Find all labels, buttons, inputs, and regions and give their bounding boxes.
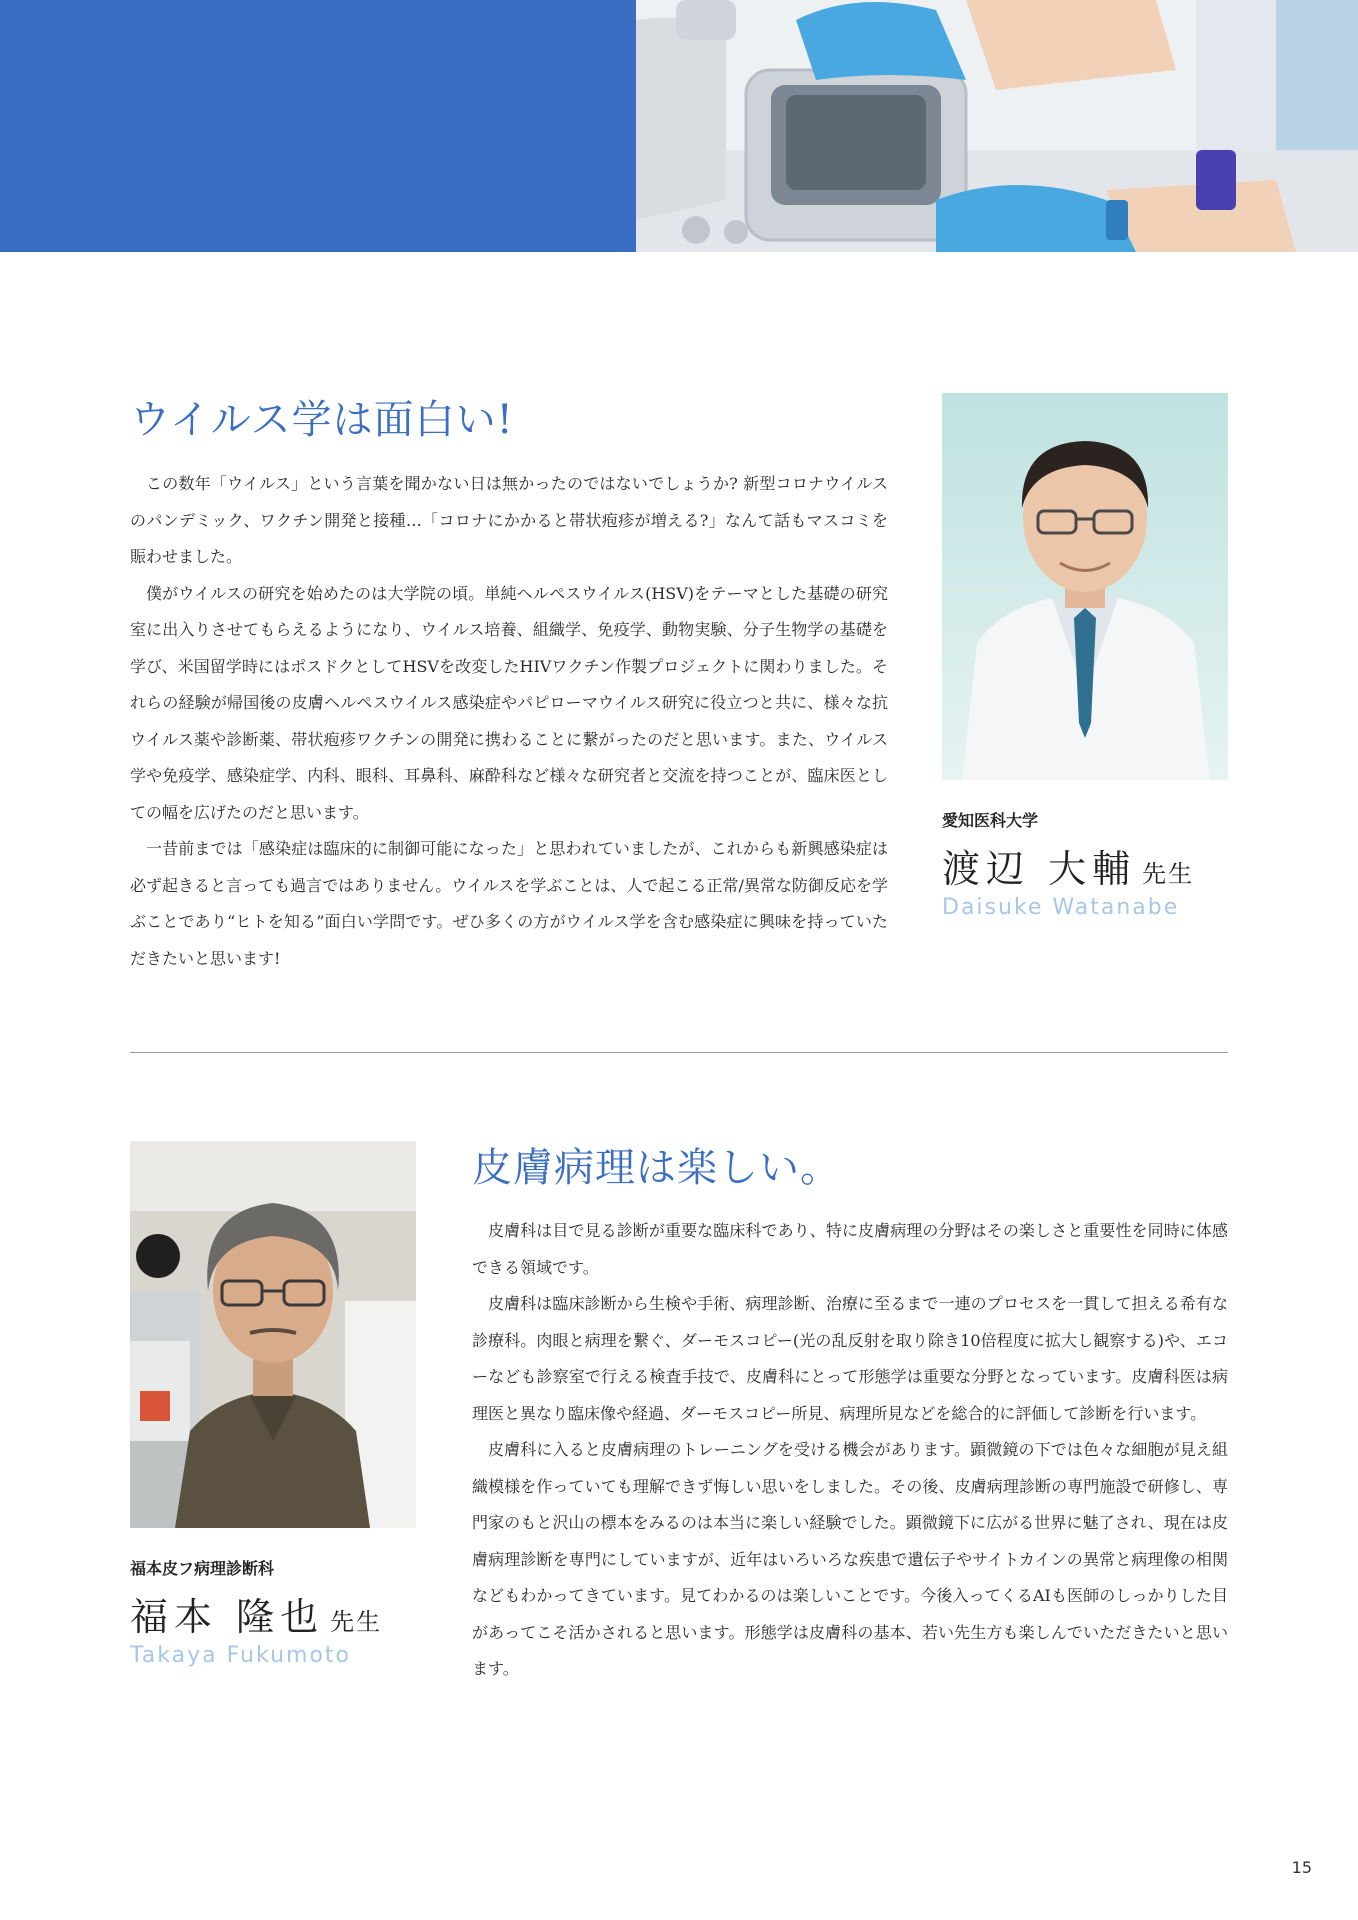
header-color-band [0, 0, 636, 252]
section1-paragraph: この数年「ウイルス」という言葉を聞かない日は無かったのではないでしょうか? 新型コロナウイルスのパンデミック、ワクチン開発と接種…「コロナにかかると帯状疱疹が増える?」なんて話もマスコミを賑わせました。 [130, 474, 888, 566]
fukumoto-name-text: 福本 隆也 [130, 1595, 325, 1639]
section2-paragraph: 皮膚科に入ると皮膚病理のトレーニングを受ける機会があります。顕微鏡の下では色々な細胞が見え組織模様を作っていても理解できず悔しい思いをしました。その後、皮膚病理診断の専門施設で研修し、専門家のもと沢山の標本をみるのは本当に楽しい経験でした。顕微鏡下に広がる世界に魅了され、現在は皮膚病理診断を専門にしていますが、近年はいろいろな疾患で遺伝子やサイトカインの異常と病理像の相関などもわかってきています。見てわかるのは楽しいことです。今後入ってくるAIも医師のしっかりした目があってこそ活かされると思います。形態学は皮膚科の基本、若い先生方も楽しんでいただきたいと思います。 [472, 1440, 1228, 1678]
gloved-hands-medical-device-image [636, 0, 1358, 252]
fukumoto-portrait [130, 1141, 416, 1528]
watanabe-name [942, 838, 1194, 893]
section1-title: ウイルス学は面白い! [130, 397, 514, 443]
section2-paragraph: 皮膚科は目で見る診断が重要な臨床科であり、特に皮膚病理の分野はその楽しさと重要性を同時に体感できる領域です。 [472, 1221, 1228, 1277]
fukumoto-name [130, 1586, 382, 1641]
section2-title: 皮膚病理は楽しい。 [472, 1145, 841, 1191]
watanabe-honorific: 先生 [1142, 860, 1195, 888]
watanabe-romaji: Daisuke Watanabe [942, 895, 1180, 920]
doctor-portrait-microscope-lab-image [130, 1141, 416, 1528]
section1-paragraph: 僕がウイルスの研究を始めたのは大学院の頃。単純ヘルペスウイルス(HSV)をテーマとした基礎の研究室に出入りさせてもらえるようになり、ウイルス培養、組織学、免疫学、動物実験、分子生物学の基礎を学び、米国留学時にはポスドクとしてHSVを改変したHIVワクチン作製プロジェクトに関わりました。それらの経験が帰国後の皮膚ヘルペスウイルス感染症やパピローマウイルス研究に役立つと共に、様々な抗ウイルス薬や診断薬、帯状疱疹ワクチンの開発に携わることに繋がったのだと思います。また、ウイルス学や免疫学、感染症学、内科、眼科、耳鼻科、麻酔科など様々な研究者と交流を持つことが、臨床医としての幅を広げたのだと思います。 [130, 583, 888, 822]
section-divider [130, 1052, 1228, 1053]
section1-paragraph: 一昔前までは「感染症は臨床的に制御可能になった」と思われていましたが、これからも新興感染症は必ず起きると言っても過言ではありません。ウイルスを学ぶことは、人で起こる正常/異常な防御反応を学ぶことであり“ヒトを知る”面白い学問です。ぜひ多くの方がウイルス学を含む感染症に興味を持っていただきたいと思います! [130, 839, 888, 968]
section1-body [130, 466, 888, 977]
doctor-portrait-white-coat-image [942, 393, 1228, 780]
watanabe-portrait [942, 393, 1228, 780]
watanabe-affiliation: 愛知医科大学 [942, 811, 1039, 830]
watanabe-name-text: 渡辺 大輔 [942, 847, 1137, 891]
fukumoto-honorific: 先生 [330, 1608, 383, 1636]
section2-paragraph: 皮膚科は臨床診断から生検や手術、病理診断、治療に至るまで一連のプロセスを一貫して担える希有な診療科。肉眼と病理を繋ぐ、ダーモスコピー(光の乱反射を取り除き10倍程度に拡大し観察する)や、エコーなども診察室で行える検査手技で、皮膚科にとって形態学は重要な分野となっています。皮膚科医は病理医と異なり臨床像や経過、ダーモスコピー所見、病理所見などを総合的に評価して診断を行います。 [472, 1294, 1228, 1423]
page-number: 15 [1291, 1858, 1312, 1877]
section2-body [472, 1213, 1228, 1688]
header-photo [636, 0, 1358, 252]
fukumoto-affiliation: 福本皮フ病理診断科 [130, 1559, 275, 1578]
fukumoto-romaji: Takaya Fukumoto [130, 1643, 351, 1668]
